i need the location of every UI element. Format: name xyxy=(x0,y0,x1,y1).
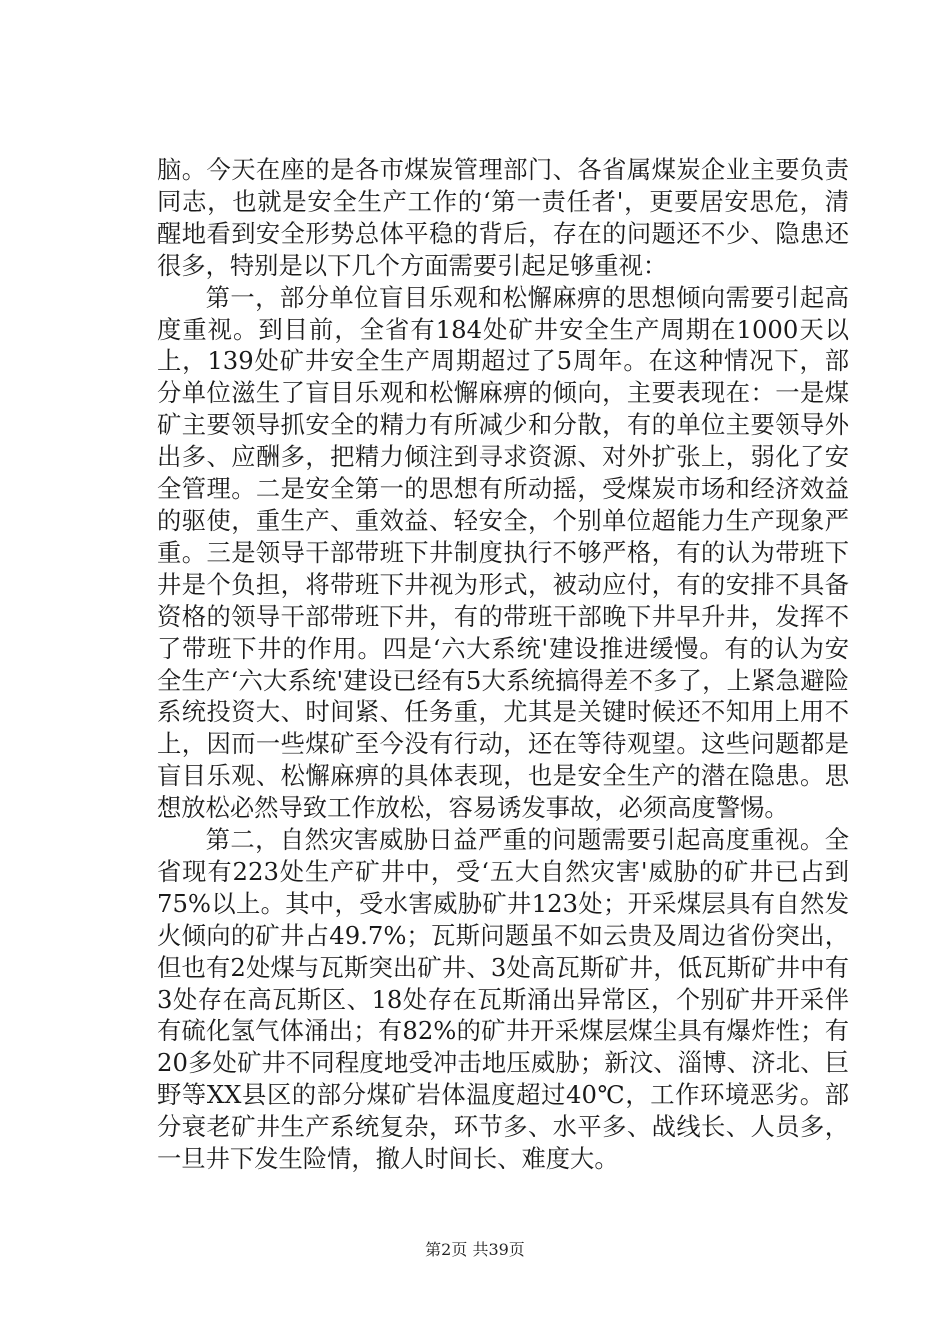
paragraph-first-issue: 第一，部分单位盲目乐观和松懈麻痹的思想倾向需要引起高度重视。到目前，全省有184处矿井安全生产周期在1000天以上，139处矿井安全生产周期超过了5周年。在这种情况下，部分单位滋生了盲目乐观和松懈麻痹的倾向，主要表现在：一是煤矿主要领导抓安全的精力有所减少和分散，有的单位主要领导外出多、应酬多，把精力倾注到寻求资源、对外扩张上，弱化了安全管理。二是安全第一的思想有所动摇，受煤炭市场和经济效益的驱使，重生产、重效益、轻安全，个别单位超能力生产现象严重。三是领导干部带班下井制度执行不够严格，有的认为带班下井是个负担，将带班下井视为形式，被动应付，有的安排不具备资格的领导干部带班下井，有的带班干部晚下井早升井，发挥不了带班下井的作用。四是‘六大系统'建设推进缓慢。有的认为安全生产‘六大系统'建设已经有5大系统搞得差不多了，上紧急避险系统投资大、时间紧、任务重，尤其是关键时候还不知用上用不上，因而一些煤矿至今没有行动，还在等待观望。这些问题都是盲目乐观、松懈麻痹的具体表现，也是安全生产的潜在隐患。思想放松必然导致工作放松，容易诱发事故，必须高度警惕。 xyxy=(157,282,849,823)
paragraph-second-issue: 第二，自然灾害威胁日益严重的问题需要引起高度重视。全省现有223处生产矿井中，受‘五大自然灾害'威胁的矿井已占到75%以上。其中，受水害威胁矿井123处；开采煤层具有自然发火倾向的矿井占49.7%；瓦斯问题虽不如云贵及周边省份突出，但也有2处煤与瓦斯突出矿井、3处高瓦斯矿井，低瓦斯矿井中有3处存在高瓦斯区、18处存在瓦斯涌出异常区，个别矿井开采伴有硫化氢气体涌出；有82%的矿井开采煤层煤尘具有爆炸性；有20多处矿井不同程度地受冲击地压威胁；新汶、淄博、济北、巨野等XX县区的部分煤矿岩体温度超过40℃，工作环境恶劣。部分衰老矿井生产系统复杂，环节多、水平多、战线长、人员多，一旦井下发生险情，撤人时间长、难度大。 xyxy=(157,825,849,1174)
page-number-footer: 第2页 共39页 xyxy=(425,1240,525,1259)
paragraph-continuation: 脑。今天在座的是各市煤炭管理部门、各省属煤炭企业主要负责同志，也就是安全生产工作的‘第一责任者'，更要居安思危，清醒地看到安全形势总体平稳的背后，存在的问题还不少、隐患还很多，特别是以下几个方面需要引起足够重视： xyxy=(157,155,849,280)
body-text xyxy=(157,154,849,1175)
